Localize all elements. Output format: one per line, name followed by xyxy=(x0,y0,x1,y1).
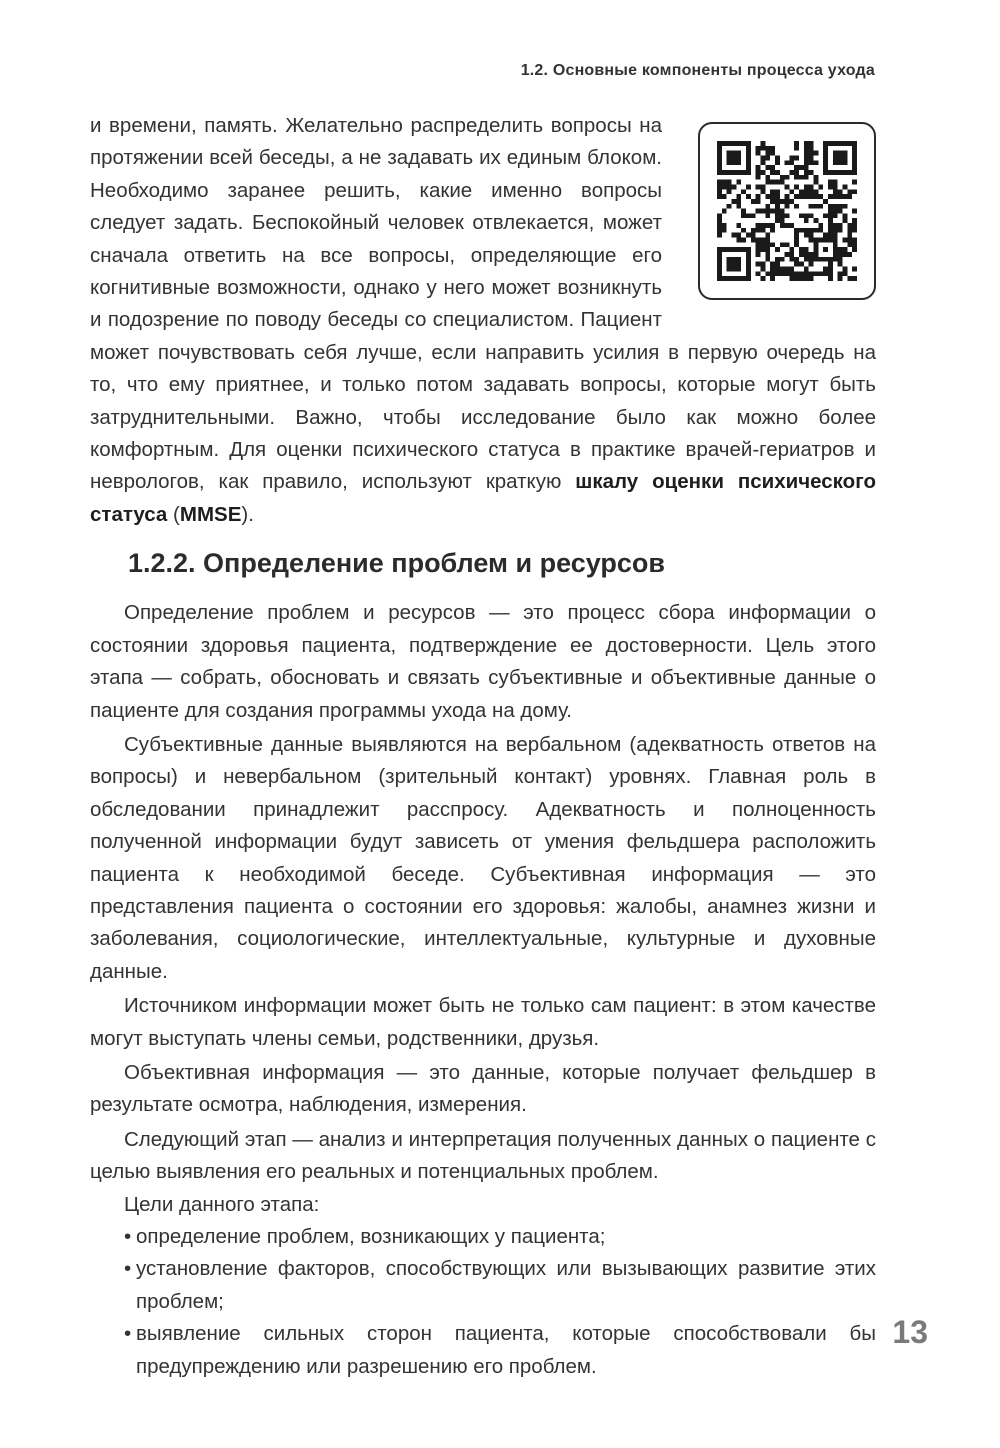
list-item-text: определение проблем, возникающих у пациента; xyxy=(136,1225,606,1248)
running-header: 1.2. Основные компоненты процесса ухода xyxy=(520,62,875,79)
bullet-icon: • xyxy=(124,1257,132,1281)
goals-label: Цели данного этапа: xyxy=(124,1192,320,1216)
term-open: ( xyxy=(167,502,180,526)
body-paragraph: Объективная информация — это данные, которые получает фельдшер в результате осмотра, наблюдения, измерения. xyxy=(90,1060,876,1117)
list-item xyxy=(90,1221,876,1253)
mmse-term: шкалу оценки психического статуса xyxy=(90,470,876,526)
body-paragraph: Источником информации может быть не только сам пациент: в этом качестве могут выступать члены семьи, родственники, друзья. xyxy=(90,994,876,1050)
section-heading: 1.2.2. Определение проблем и ресурсов xyxy=(128,548,666,579)
list-item xyxy=(90,1253,876,1318)
list-item-text: выявление сильных сторон пациента, которые способствовали бы предупреждению или разрешению его проблем. xyxy=(136,1322,876,1378)
list-item-text: установление факторов, способствующих или вызывающих развитие этих проблем; xyxy=(136,1257,876,1313)
list-item xyxy=(90,1318,876,1383)
bullet-icon: • xyxy=(124,1322,132,1346)
body-paragraph: Определение проблем и ресурсов — это процесс сбора информации о состоянии здоровья пациента, подтверждение ее достоверности. Цель этого этапа — собрать, обосновать и связать субъективные и объективные данные о пациенте для создания программы ухода на дому. xyxy=(90,601,876,722)
mmse-abbreviation: MMSE xyxy=(179,502,242,526)
term-close: ). xyxy=(241,502,254,526)
body-paragraph: Субъективные данные выявляются на вербальном (адекватность ответов на вопросы) и невербальном (зрительный контакт) уровнях. Главная роль в обследовании принадлежит расспросу. Адекватность и полноценность полученной информации будут зависеть от умения фельдшера расположить пациента к необходимой беседе. Субъективная информация — это представления пациента о состоянии его здоровья: жалобы, анамнез жизни и заболевания, социологические, интеллектуальные, культурные и духовные данные. xyxy=(90,732,876,983)
page-number: 13 xyxy=(892,1314,928,1350)
qr-code-icon xyxy=(717,141,857,281)
bullet-icon: • xyxy=(124,1225,132,1248)
page-body xyxy=(90,110,876,1383)
qr-code-frame xyxy=(698,122,876,300)
goals-list xyxy=(90,1221,876,1383)
intro-text: и времени, память. Желательно распределить вопросы на протяжении всей беседы, а не задавать их единым блоком. Необходимо заранее решить, какие именно вопросы следует задать. Беспокойный человек отвлекается, может сначала ответить на все вопросы, определяющие его когнитивные возможности, однако у него может возникнуть и подозрение по поводу беседы со специалистом. Пациент может почувствовать себя лучше, если направить усилия в первую очередь на то, что ему приятнее, и только потом задавать вопросы, которые могут быть затруднительными. Важно, чтобы исследование было как можно более комфортным. Для оценки психического статуса в практике врачей-гериатров и неврологов, как правило, используют краткую xyxy=(90,114,876,494)
body-paragraph: Следующий этап — анализ и интерпретация полученных данных о пациенте с целью выявления его реальных и потенциальных проблем. xyxy=(90,1127,876,1184)
